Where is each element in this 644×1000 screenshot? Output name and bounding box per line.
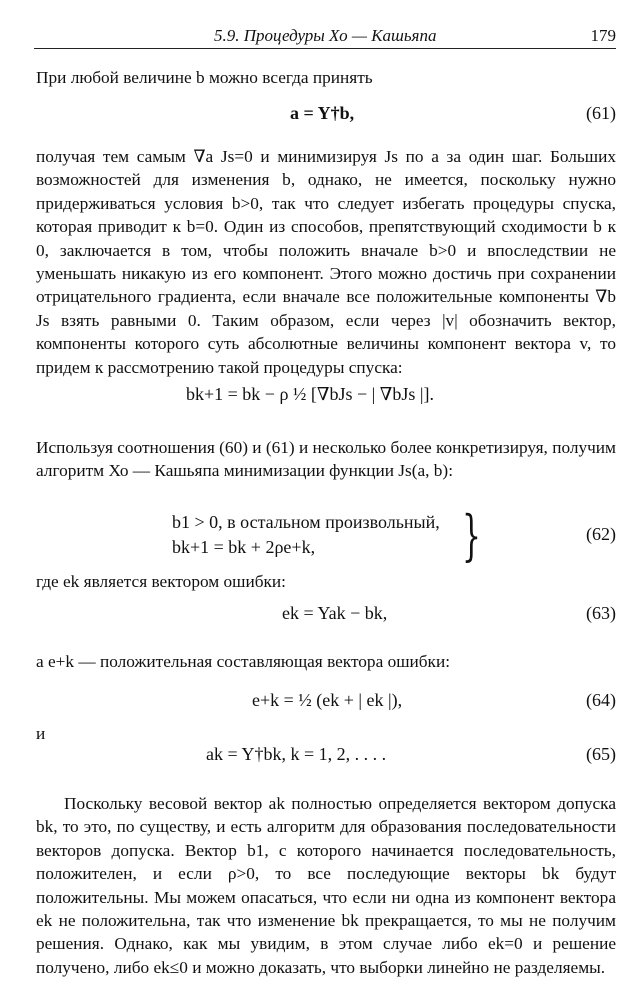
equation-62-line2: bk+1 = bk + 2ρe+k, xyxy=(172,537,316,557)
curly-brace: } xyxy=(462,504,481,567)
paragraph-and: и xyxy=(36,724,46,743)
equation-65: ak = Y†bk, k = 1, 2, . . . . xyxy=(206,744,387,764)
section-title: 5.9. Процедуры Хо — Кашьяпа xyxy=(214,26,437,45)
paragraph-intro: При любой величине b можно всегда принять xyxy=(36,68,373,87)
paragraph-descent: получая тем самым ∇a Js=0 и минимизируя Js по a за один шаг. Больших возможностей для изменения b, однако, не имеется, поскольку нужно придерживаться условия b>0, так что следует избегать процедуры спуска, которая приводит к b=0. Один из способов, препятствующий сходимости b к 0, заключается в том, чтобы положить вначале b>0 и впоследствии не уменьшать никакую из его компонент. Этого можно достичь при сохранении отрицательного градиента, если вначале все положительные компоненты ∇b Js взять равными 0. Таким образом, если через |v| обозначить вектор, компоненты которого суть абсолютные величины компонент вектора v, то придем к рассмотрению такой процедуры спуска: xyxy=(36,147,616,377)
equation-63: ek = Yak − bk, xyxy=(282,603,388,623)
equation-64: e+k = ½ (ek + | ek |), xyxy=(252,690,403,710)
running-header xyxy=(34,24,616,49)
paragraph-positive-part: а e+k — положительная составляющая вектора ошибки: xyxy=(36,652,450,671)
equation-63-number: (63) xyxy=(586,603,616,623)
page-number: 179 xyxy=(590,26,616,45)
equation-65-number: (65) xyxy=(586,744,616,764)
equation-62-line1: b1 > 0, в остальном произвольный, xyxy=(172,512,440,532)
equation-61: a = Y†b, xyxy=(290,103,355,123)
paragraph-conclusion: Поскольку весовой вектор ak полностью определяется вектором допуска bk, то это, по существу, и есть алгоритм для образования последовательности векторов допуска. Вектор b1, с которого начинается последовательность, положителен, и если ρ>0, то все последующие векторы bk будут положительны. Мы можем опасаться, что если ни одна из компонент вектора ek не положительна, так что изменение bk прекращается, то мы не получим решения. Однако, как мы увидим, в этом случае либо ek=0 и решение получено, либо ek≤0 и можно доказать, что выборки линейно не разделяемы. xyxy=(36,794,616,977)
equation-61-number: (61) xyxy=(586,103,616,123)
equation-64-number: (64) xyxy=(586,690,616,710)
paragraph-error-vector: где ek является вектором ошибки: xyxy=(36,572,286,591)
equation-62-number: (62) xyxy=(586,524,616,544)
equation-update-rule: bk+1 = bk − ρ ½ [∇bJs − | ∇bJs |]. xyxy=(186,384,434,404)
paragraph-algorithm: Используя соотношения (60) и (61) и несколько более конкретизируя, получим алгоритм Хо — Кашьяпа минимизации функции Js(a, b): xyxy=(36,438,616,481)
